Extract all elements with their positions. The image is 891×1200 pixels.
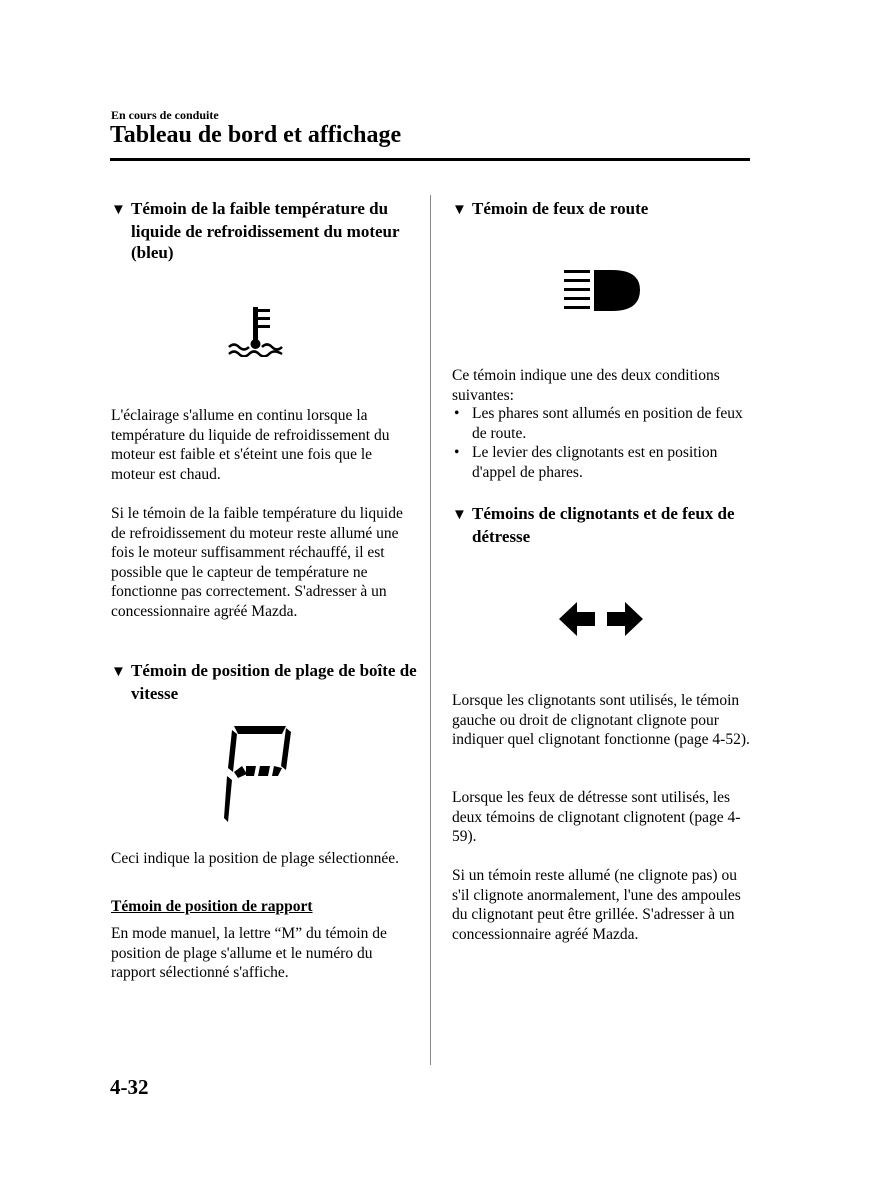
turn-signal-arrows-icon	[557, 600, 645, 638]
gear-position-p-icon	[220, 722, 296, 830]
triangle-marker-icon: ▼	[111, 202, 126, 218]
triangle-marker-icon: ▼	[452, 507, 467, 523]
column-divider	[430, 195, 431, 1065]
turn-signals-paragraph-2: Lorsque les feux de détresse sont utilisés, les deux témoins de clignotant clignotent (page 4-59).	[452, 789, 741, 845]
list-item: • Le levier des clignotants est en position d'appel de phares.	[454, 444, 718, 481]
page-number: 4-32	[110, 1075, 149, 1099]
coolant-paragraph-1: L'éclairage s'allume en continu lorsque la température du liquide de refroidissement du moteur est faible et s'éteint une fois que le moteur est chaud.	[111, 407, 390, 483]
triangle-marker-icon: ▼	[111, 664, 126, 680]
high-beam-heading: ▼ Témoin de feux de route	[452, 198, 772, 221]
high-beam-icon	[562, 266, 642, 316]
section-label: En cours de conduite	[111, 108, 219, 122]
turn-signals-paragraph-1: Lorsque les clignotants sont utilisés, le témoin gauche ou droit de clignotant clignote pour indiquer quel clignotant fonctionne (page 4-52).	[452, 692, 750, 748]
gear-subheading: Témoin de position de rapport	[111, 898, 313, 915]
high-beam-bullets	[452, 404, 752, 482]
page-title: Tableau de bord et affichage	[110, 122, 402, 148]
triangle-marker-icon: ▼	[452, 202, 467, 218]
gear-paragraph-2: En mode manuel, la lettre “M” du témoin de position de plage s'allume et le numéro du rapport sélectionné s'affiche.	[111, 925, 387, 981]
turn-signals-heading: ▼ Témoins de clignotants et de feux de détresse	[452, 504, 735, 546]
title-rule	[110, 158, 750, 161]
high-beam-intro: Ce témoin indique une des deux conditions suivantes:	[452, 367, 720, 404]
coolant-heading: ▼ Témoin de la faible température du liquide de refroidissement du moteur (bleu)	[111, 199, 400, 262]
gear-paragraph-1: Ceci indique la position de plage sélectionnée.	[111, 850, 399, 867]
coolant-paragraph-2: Si le témoin de la faible température du liquide de refroidissement du moteur reste allumé une fois le moteur suffisamment réchauffé, il est possible que le capteur de température ne fonctionne pas correctement. S'adresser à un concessionnaire agréé Mazda.	[111, 505, 403, 620]
gear-heading: ▼ Témoin de position de plage de boîte de vitesse	[111, 661, 417, 703]
list-item: • Les phares sont allumés en position de feux de route.	[454, 405, 743, 442]
coolant-temperature-icon	[226, 305, 286, 357]
turn-signals-paragraph-3: Si un témoin reste allumé (ne clignote pas) ou s'il clignote anormalement, l'une des ampoules du clignotant peut être grillée. S'adresser à un concessionnaire agréé Mazda.	[452, 867, 741, 943]
